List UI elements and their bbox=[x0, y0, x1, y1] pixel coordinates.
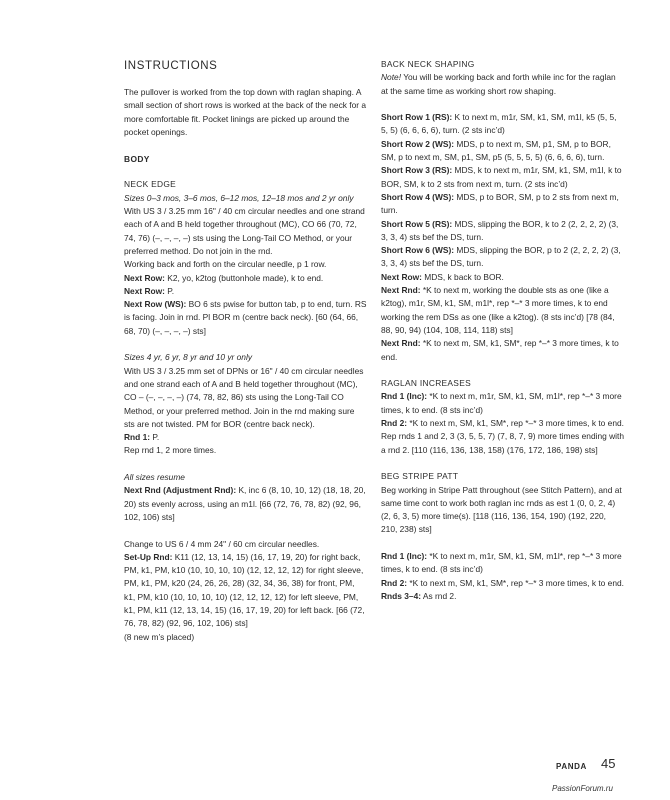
sizes-b-note: Sizes 4 yr, 6 yr, 8 yr and 10 yr only bbox=[124, 352, 253, 363]
short-row-4: Short Row 4 (WS): MDS, p to BOR, SM, p to 2 sts from next m, turn. bbox=[381, 191, 619, 216]
stripe-rnd-1: Rnd 1 (Inc): *K to next m, m1r, SM, k1, SM, m1l*, rep *–* 3 more times, k to end. (8 sts inc’d) bbox=[381, 550, 622, 575]
raglan-rep-text: Rep rnds 1 and 2, 3 (3, 5, 5, 7) (7, 8, 7, 9) more times ending with a rnd 2. [110 (116, 136, 138, 158) (176, 172, 186, 198) sts] bbox=[381, 431, 624, 455]
back-neck-heading: BACK NECK SHAPING bbox=[381, 59, 475, 69]
setup-rnd-line: Set-Up Rnd: K11 (12, 13, 14, 15) (16, 17, 19, 20) for right back, PM, k1, PM, k10 (10, 10, 10, 10) (12, 12, 12, 12) for right sleeve, PM, k1, PM, k20 (24, 26, 26, 28) (32, 34, 36, 38) for front, PM, k1, PM, k10 (10, 10, 10, 10) (12, 12, 12, 12) for left sleeve, PM, k1, PM, k11 (12, 13, 14, 15) (16, 17, 19, 20) for left back. [66 (72, 76, 78, 82) (92, 96, 102, 106) sts] bbox=[124, 551, 365, 629]
next-rnd-2-line: Next Rnd: *K to next m, SM, k1, SM*, rep *–* 3 more times, k to end. bbox=[381, 338, 619, 362]
instructions-heading: INSTRUCTIONS bbox=[124, 60, 218, 72]
left-column bbox=[124, 58, 367, 644]
short-row-2: Short Row 2 (WS): MDS, p to next m, SM, p1, SM, p to BOR, SM, p to next m, SM, p1, SM, p5 (5, 5, 5, 5) (6, 6, 6, 6), turn. bbox=[381, 138, 611, 163]
short-row-6: Short Row 6 (WS): MDS, slipping the BOR, p to 2 (2, 2, 2, 2) (3, 3, 3, 4) sts bef the DS, turn. bbox=[381, 245, 621, 269]
stripe-text: Beg working in Stripe Patt throughout (see Stitch Pattern), and at same time cont to work both raglan inc rnds as est 1 (0, 0, 2, 4) (2, 6, 3, 5) more time(s). [118 (116, 136, 154, 190) (192, 220, 210, 238) sts] bbox=[381, 484, 622, 535]
stripe-rnd-2: Rnd 2: *K to next m, SM, k1, SM*, rep *–* 3 more times, k to end. bbox=[381, 577, 624, 588]
rep-rnd-text: Rep rnd 1, 2 more times. bbox=[124, 445, 217, 456]
sizes-b-text: With US 3 / 3.25 mm set of DPNs or 16" / 40 cm circular needles and one strand each of A and B held together throughout (MC), CO – (–, –, –, –) (74, 78, 82, 86) sts using the Long-Tail CO Method, or your preferred method. Join in the rnd making sure sts are not twisted. PM for BOR (centre back neck). bbox=[124, 365, 364, 429]
new-markers-text: (8 new m’s placed) bbox=[124, 631, 195, 642]
sizes-a-text: With US 3 / 3.25 mm 16" / 40 cm circular needles and one strand each of A and B held together throughout (MC), CO 66 (70, 72, 74, 76) (–, –, –, –) sts using the Long-Tail CO Method, or your preferred method. Do not join in the rnd. bbox=[124, 206, 365, 256]
all-sizes-note: All sizes resume bbox=[124, 472, 185, 483]
neck-edge-heading: NECK EDGE bbox=[124, 179, 177, 190]
change-needles-text: Change to US 6 / 4 mm 24" / 60 cm circular needles. bbox=[124, 538, 320, 549]
raglan-rnd-2: Rnd 2: *K to next m, SM, k1, SM*, rep *–* 3 more times, k to end. bbox=[381, 418, 624, 429]
short-row-1: Short Row 1 (RS): K to next m, m1r, SM, k1, SM, m1l, k5 (5, 5, 5, 5) (6, 6, 6, 6), turn. (2 sts inc’d) bbox=[381, 112, 617, 136]
footer-brand: PANDA bbox=[556, 762, 587, 771]
next-rnd-line: Next Rnd: *K to next m, working the double sts as one (like a k2tog), m1r, SM, k1, SM, m1l*, rep *–* 3 more times, k to end working the rem DSs as one (like a k2tog). (8 sts inc’d) [78 (84, 88, 90, 94) (104, 108, 114, 118) sts] bbox=[381, 285, 615, 335]
intro-paragraph: The pullover is worked from the top down with raglan shaping. A small section of short rows is worked at the back of the neck for a more comfortable fit. Pocket linings are picked up around the pocket openings. bbox=[124, 87, 367, 137]
source-credit: PassionForum.ru bbox=[552, 784, 613, 793]
raglan-rnd-1: Rnd 1 (Inc): *K to next m, m1r, SM, k1, SM, m1l*, rep *–* 3 more times, k to end. (8 sts inc’d) bbox=[381, 391, 622, 415]
short-row-5: Short Row 5 (RS): MDS, slipping the BOR, k to 2 (2, 2, 2, 2) (3, 3, 3, 4) sts bef the DS, turn. bbox=[381, 218, 619, 242]
beg-stripe-heading: BEG STRIPE PATT bbox=[381, 471, 459, 482]
right-column bbox=[381, 58, 624, 603]
adjustment-rnd-line: Next Rnd (Adjustment Rnd): K, inc 6 (8, 10, 10, 12) (18, 18, 20, 20) sts evenly across, using an m1l. [66 (72, 76, 78, 82) (92, 96, 102, 106) sts] bbox=[124, 485, 366, 522]
page-number: 45 bbox=[601, 756, 616, 771]
rnd1-line: Rnd 1: P. bbox=[124, 432, 160, 443]
stripe-rnds-3-4: Rnds 3–4: As rnd 2. bbox=[381, 590, 457, 601]
working-back-text: Working back and forth on the circular needle, p 1 row. bbox=[124, 259, 327, 270]
note-line: Note! You will be working back and forth while inc for the raglan at the same time as working short row shaping. bbox=[381, 72, 616, 96]
sizes-a-note: Sizes 0–3 mos, 3–6 mos, 6–12 mos, 12–18 mos and 2 yr only bbox=[124, 192, 354, 203]
next-row-line: Next Row: MDS, k back to BOR. bbox=[381, 271, 504, 282]
raglan-heading: RAGLAN INCREASES bbox=[381, 378, 471, 389]
short-row-3: Short Row 3 (RS): MDS, k to next m, m1r, SM, k1, SM, m1l, k to BOR, SM, k to 2 sts from next m, turn. (2 sts inc’d) bbox=[381, 165, 622, 189]
next-row-line: Next Row: K2, yo, k2tog (buttonhole made), k to end. bbox=[124, 272, 324, 283]
next-row-ws-line: Next Row (WS): BO 6 sts pwise for button tab, p to end, turn. RS is facing. Join in rnd. Pl BOR m (centre back neck). [60 (64, 66, 68, 70) (–, –, –, –) sts] bbox=[124, 299, 367, 336]
next-row-2-line: Next Row: P. bbox=[124, 285, 175, 296]
body-heading: BODY bbox=[124, 154, 150, 165]
